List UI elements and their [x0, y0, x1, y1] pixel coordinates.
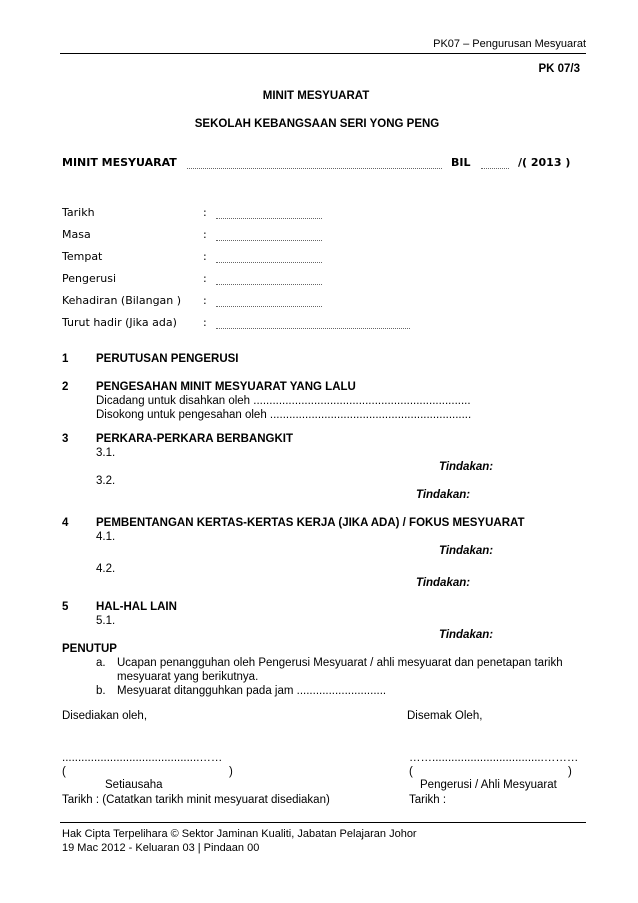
item-number: 5.1. [96, 615, 116, 627]
info-colon: : [203, 228, 207, 241]
tempat-field[interactable] [216, 262, 322, 263]
penutup-item-a-label: a. [96, 657, 106, 669]
left-signature-dots[interactable]: ...........................................…… [62, 752, 223, 764]
info-label-pengerusi: Pengerusi [62, 272, 117, 285]
section-number: 2 [62, 381, 69, 393]
minit-dotted-field[interactable] [187, 168, 442, 169]
tarikh-field[interactable] [216, 218, 322, 219]
pengerusi-role: Pengerusi / Ahli Mesyuarat [420, 779, 557, 791]
penutup-item-b-text: Mesyuarat ditangguhkan pada jam ............................ [117, 685, 387, 697]
info-colon: : [203, 316, 207, 329]
penutup-item-a-text-2: mesyuarat yang berikutnya. [117, 671, 259, 683]
bil-dotted-field[interactable] [481, 168, 509, 169]
penutup-item-b-label: b. [96, 685, 106, 697]
section-number: 1 [62, 353, 69, 365]
footer-rule [60, 822, 586, 823]
section-number: 5 [62, 601, 69, 613]
item-number: 4.1. [96, 531, 116, 543]
left-paren-open: ( [62, 766, 66, 778]
info-colon: : [203, 206, 207, 219]
section-title: PENGESAHAN MINIT MESYUARAT YANG LALU [96, 381, 356, 393]
bil-label: BIL [451, 156, 471, 169]
info-colon: : [203, 272, 207, 285]
dicadang-line: Dicadang untuk disahkan oleh .................................................................... [96, 395, 471, 407]
penutup-title: PENUTUP [62, 643, 117, 655]
left-paren-close: ) [229, 766, 233, 778]
section-title: PERUTUSAN PENGERUSI [96, 353, 239, 365]
pengerusi-field[interactable] [216, 284, 322, 285]
info-label-tarikh: Tarikh [62, 206, 95, 219]
section-title: HAL-HAL LAIN [96, 601, 177, 613]
disediakan-label: Disediakan oleh, [62, 710, 148, 722]
info-colon: : [203, 294, 207, 307]
footer-copyright: Hak Cipta Terpelihara © Sektor Jaminan Kualiti, Jabatan Pelajaran Johor [62, 828, 417, 840]
tindakan-label: Tindakan: [416, 489, 471, 501]
info-label-kehadiran: Kehadiran (Bilangan ) [62, 294, 182, 307]
info-label-turut-hadir: Turut hadir (Jika ada) [62, 316, 177, 329]
item-number: 4.2. [96, 563, 116, 575]
info-label-tempat: Tempat [62, 250, 103, 263]
turut-hadir-field[interactable] [216, 328, 410, 329]
section-title: PERKARA-PERKARA BERBANGKIT [96, 433, 293, 445]
section-number: 3 [62, 433, 69, 445]
kehadiran-field[interactable] [216, 306, 322, 307]
minit-label: MINIT MESYUARAT [62, 156, 177, 169]
form-code: PK 07/3 [538, 63, 580, 75]
item-number: 3.2. [96, 475, 116, 487]
document-code: PK07 – Pengurusan Mesyuarat [433, 38, 586, 50]
page-title: MINIT MESYUARAT [262, 90, 370, 102]
right-date-label: Tarikh : [409, 794, 447, 806]
disokong-line: Disokong untuk pengesahan oleh ............................................................... [96, 409, 472, 421]
disemak-label: Disemak Oleh, [407, 710, 483, 722]
header-rule [60, 53, 586, 54]
tindakan-label: Tindakan: [439, 545, 494, 557]
left-date-label: Tarikh : (Catatkan tarikh minit mesyuarat disediakan) [62, 794, 330, 806]
school-name: SEKOLAH KEBANGSAAN SERI YONG PENG [194, 118, 440, 130]
section-title: PEMBENTANGAN KERTAS-KERTAS KERJA (JIKA ADA) / FOKUS MESYUARAT [96, 517, 525, 529]
masa-field[interactable] [216, 240, 322, 241]
year-text: /( 2013 ) [518, 156, 571, 169]
section-number: 4 [62, 517, 69, 529]
info-label-masa: Masa [62, 228, 91, 241]
footer-version: 19 Mac 2012 - Keluaran 03 | Pindaan 00 [62, 842, 260, 854]
right-paren-close: ) [568, 766, 572, 778]
info-colon: : [203, 250, 207, 263]
tindakan-label: Tindakan: [439, 461, 494, 473]
setiausaha-role: Setiausaha [105, 779, 163, 791]
tindakan-label: Tindakan: [416, 577, 471, 589]
penutup-item-a-text: Ucapan penangguhan oleh Pengerusi Mesyuarat / ahli mesyuarat dan penetapan tarikh [117, 657, 563, 669]
tindakan-label: Tindakan: [439, 629, 494, 641]
item-number: 3.1. [96, 447, 116, 459]
right-signature-dots[interactable]: ……...................................……… [409, 752, 579, 764]
right-paren-open: ( [409, 766, 413, 778]
